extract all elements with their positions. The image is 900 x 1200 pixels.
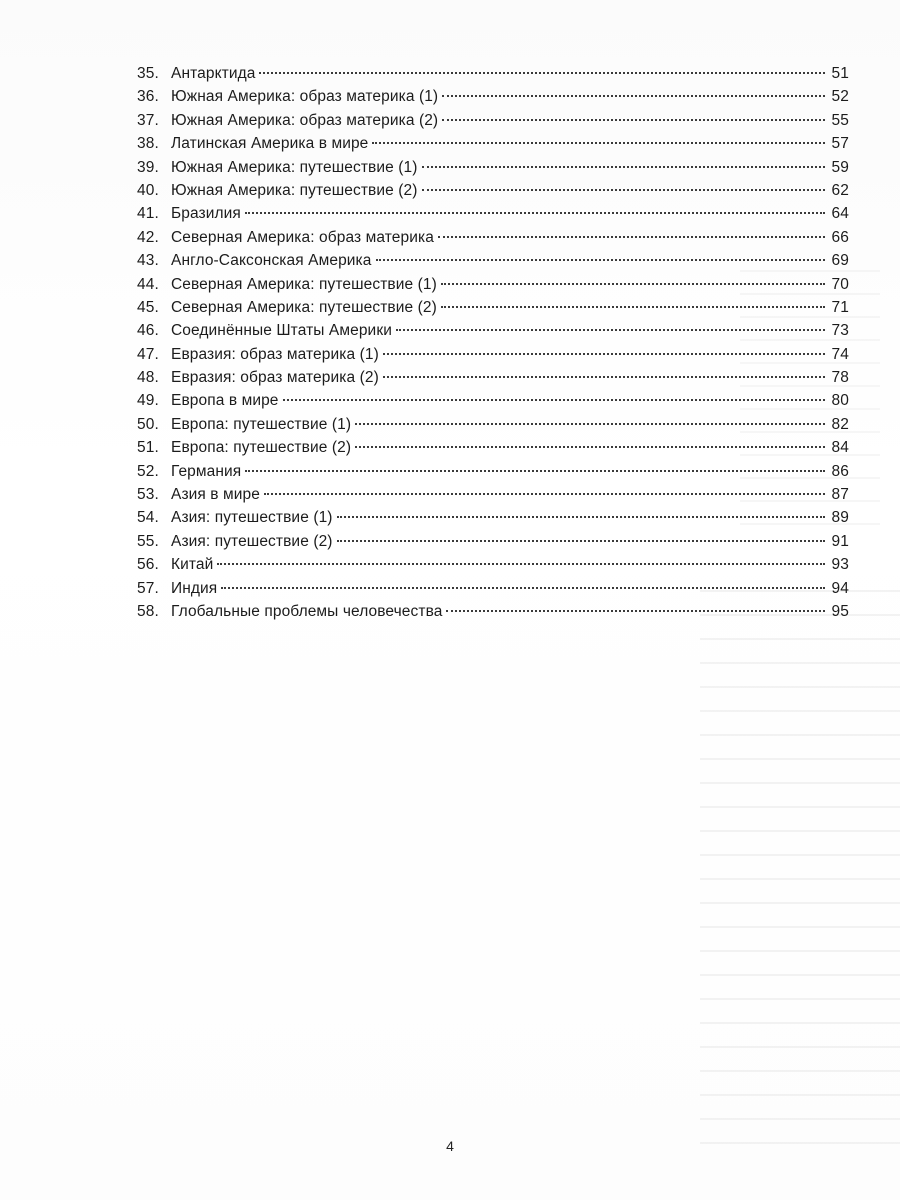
- toc-entry-page: 93: [831, 556, 849, 574]
- toc-entry: [137, 62, 849, 85]
- toc-entry-page: 74: [831, 345, 849, 363]
- toc-entry-title: Глобальные проблемы человечества: [171, 602, 443, 620]
- toc-entry-page: 64: [831, 205, 849, 223]
- toc-entry-title: Южная Америка: путешествие (2): [171, 181, 418, 199]
- toc-entry-number: 51.: [137, 439, 159, 457]
- toc-entry-page: 73: [831, 322, 849, 340]
- toc-entry: [137, 460, 849, 483]
- dot-leader: [442, 119, 825, 121]
- dot-leader: [442, 95, 825, 97]
- toc-entry-title: Китай: [171, 556, 214, 574]
- toc-entry: [137, 319, 849, 342]
- toc-entry-title: Латинская Америка в мире: [171, 135, 369, 153]
- toc-entry: [137, 577, 849, 600]
- toc-entry-number: 37.: [137, 111, 159, 129]
- toc-entry-page: 89: [831, 509, 849, 527]
- toc-entry-page: 66: [831, 228, 849, 246]
- toc-entry: [137, 109, 849, 132]
- dot-leader: [245, 212, 825, 214]
- toc-entry-title: Европа в мире: [171, 392, 279, 410]
- toc-entry-number: 35.: [137, 65, 159, 82]
- toc-entry: [137, 85, 849, 108]
- dot-leader: [217, 563, 825, 565]
- toc-entry-page: 70: [831, 275, 849, 293]
- toc-entry: [137, 389, 849, 412]
- toc-entry-number: 56.: [137, 556, 159, 574]
- toc-entry-number: 44.: [137, 275, 159, 293]
- toc-entry-number: 45.: [137, 298, 159, 316]
- toc-entry: [137, 226, 849, 249]
- show-through-text: [700, 590, 900, 1150]
- toc-entry-number: 47.: [137, 345, 159, 363]
- toc-entry: [137, 296, 849, 319]
- dot-leader: [383, 376, 825, 378]
- toc-entry: [137, 436, 849, 459]
- toc-entry-number: 58.: [137, 602, 159, 620]
- toc-entry-number: 49.: [137, 392, 159, 410]
- toc-entry-title: Антарктида: [171, 65, 256, 82]
- dot-leader: [283, 399, 825, 401]
- toc-entry-number: 39.: [137, 158, 159, 176]
- toc-entry-page: 84: [831, 439, 849, 457]
- toc-entry: [137, 273, 849, 296]
- toc-entry-number: 54.: [137, 509, 159, 527]
- dot-leader: [422, 189, 825, 191]
- toc-entry: [137, 156, 849, 179]
- toc-entry: [137, 343, 849, 366]
- toc-entry-title: Бразилия: [171, 205, 241, 223]
- toc-entry-number: 43.: [137, 252, 159, 270]
- toc-entry-page: 71: [831, 298, 849, 316]
- toc-entry-title: Южная Америка: путешествие (1): [171, 158, 418, 176]
- toc-entry-number: 53.: [137, 486, 159, 504]
- toc-entry-title: Северная Америка: путешествие (2): [171, 298, 437, 316]
- toc-entry-number: 48.: [137, 369, 159, 387]
- toc-entry-number: 41.: [137, 205, 159, 223]
- toc-entry-title: Европа: путешествие (1): [171, 415, 352, 433]
- dot-leader: [376, 259, 826, 261]
- dot-leader: [337, 516, 825, 518]
- dot-leader: [446, 610, 825, 612]
- toc-entry: [137, 366, 849, 389]
- dot-leader: [264, 493, 825, 495]
- toc-entry: [137, 600, 849, 623]
- dot-leader: [259, 72, 825, 74]
- toc-entry-title: Азия в мире: [171, 486, 260, 504]
- toc-entry-page: 62: [831, 181, 849, 199]
- dot-leader: [245, 470, 825, 472]
- dot-leader: [383, 353, 825, 355]
- toc-entry-page: 69: [831, 252, 849, 270]
- toc-entry-number: 55.: [137, 532, 159, 550]
- toc-entry-title: Азия: путешествие (2): [171, 532, 333, 550]
- toc-entry-page: 82: [831, 415, 849, 433]
- toc-entry-title: Азия: путешествие (1): [171, 509, 333, 527]
- toc-entry: [137, 483, 849, 506]
- toc-entry-title: Южная Америка: образ материка (1): [171, 88, 439, 106]
- toc-entry-page: 78: [831, 369, 849, 387]
- toc-entry-title: Индия: [171, 579, 218, 597]
- toc-entry-number: 50.: [137, 415, 159, 433]
- toc-entry-number: 52.: [137, 462, 159, 480]
- toc-entry-title: Южная Америка: образ материка (2): [171, 111, 439, 129]
- toc-entry-page: 94: [831, 579, 849, 597]
- toc-entry-number: 57.: [137, 579, 159, 597]
- toc-entry-page: 95: [831, 602, 849, 620]
- toc-entry-page: 55: [831, 111, 849, 129]
- toc-entry-title: Европа: путешествие (2): [171, 439, 352, 457]
- dot-leader: [441, 306, 825, 308]
- dot-leader: [422, 166, 825, 168]
- dot-leader: [396, 329, 825, 331]
- toc-entry: [137, 179, 849, 202]
- toc-entry-page: 87: [831, 486, 849, 504]
- dot-leader: [337, 540, 825, 542]
- toc-entry-title: Северная Америка: образ материка: [171, 228, 434, 246]
- toc-entry-title: Англо-Саксонская Америка: [171, 252, 372, 270]
- toc-entry-title: Соединённые Штаты Америки: [171, 322, 392, 340]
- toc-entry-page: 51: [831, 65, 849, 82]
- toc-entry-page: 59: [831, 158, 849, 176]
- toc-entry-number: 36.: [137, 88, 159, 106]
- toc-entry-title: Евразия: образ материка (2): [171, 369, 379, 387]
- dot-leader: [372, 142, 825, 144]
- toc-entry-page: 91: [831, 532, 849, 550]
- toc-entry-page: 52: [831, 88, 849, 106]
- toc-entry-title: Германия: [171, 462, 242, 480]
- toc-entry-page: 80: [831, 392, 849, 410]
- toc-entry: [137, 553, 849, 576]
- dot-leader: [441, 283, 825, 285]
- toc-entry: [137, 413, 849, 436]
- toc-entry-page: 57: [831, 135, 849, 153]
- dot-leader: [438, 236, 825, 238]
- dot-leader: [355, 446, 825, 448]
- page-number: 4: [446, 1138, 454, 1154]
- toc-entry-number: 42.: [137, 228, 159, 246]
- toc-entry-number: 38.: [137, 135, 159, 153]
- dot-leader: [355, 423, 825, 425]
- toc-entry: [137, 249, 849, 272]
- toc-entry-number: 40.: [137, 181, 159, 199]
- toc-entry: [137, 202, 849, 225]
- toc-entry: [137, 132, 849, 155]
- toc-entry-title: Евразия: образ материка (1): [171, 345, 379, 363]
- table-of-contents: [137, 62, 849, 623]
- toc-entry-number: 46.: [137, 322, 159, 340]
- toc-entry-title: Северная Америка: путешествие (1): [171, 275, 437, 293]
- toc-entry: [137, 530, 849, 553]
- dot-leader: [221, 587, 825, 589]
- toc-entry: [137, 506, 849, 529]
- toc-entry-page: 86: [831, 462, 849, 480]
